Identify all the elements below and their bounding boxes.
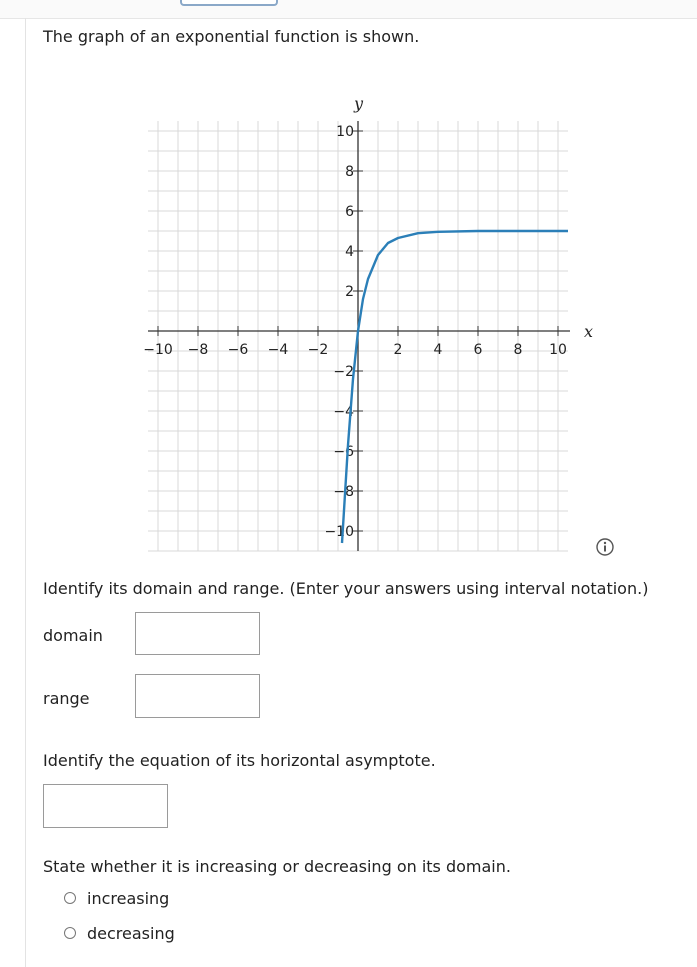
domain-label: domain (43, 626, 103, 645)
x-tick-label: 10 (549, 342, 567, 358)
y-tick-label: 4 (345, 244, 354, 260)
y-tick-label: 6 (345, 204, 354, 220)
y-tick-label: 2 (345, 284, 354, 300)
x-tick-label: −6 (227, 342, 249, 358)
x-tick-label: 4 (433, 342, 443, 358)
x-tick-label: 2 (393, 342, 403, 358)
y-tick-label: −8 (333, 484, 354, 500)
x-axis-label: x (584, 322, 594, 341)
y-tick-label: −2 (333, 364, 354, 380)
x-tick-label: −10 (143, 342, 173, 358)
y-tick-label: 8 (345, 164, 354, 180)
option-decreasing-label: decreasing (87, 923, 175, 943)
x-tick-label: 6 (473, 342, 483, 358)
radio-button-decreasing[interactable] (64, 927, 76, 939)
option-increasing-label: increasing (87, 888, 170, 908)
y-tick-label: −6 (333, 444, 354, 460)
option-increasing[interactable] (64, 887, 169, 909)
y-axis-label: y (354, 94, 364, 113)
y-tick-label: −10 (324, 524, 354, 540)
option-decreasing[interactable] (64, 922, 175, 944)
x-tick-label: −4 (267, 342, 289, 358)
question-intro: The graph of an exponential function is shown. (43, 27, 420, 46)
asymptote-input[interactable] (43, 784, 168, 828)
domain-input[interactable] (135, 612, 260, 655)
x-tick-label: −2 (307, 342, 329, 358)
tick-labels (143, 124, 567, 540)
x-tick-label: −8 (187, 342, 209, 358)
axes (148, 121, 570, 551)
range-input[interactable] (135, 674, 260, 718)
x-tick-label: 8 (513, 342, 523, 358)
asymptote-instruction: Identify the equation of its horizontal asymptote. (43, 751, 436, 770)
monotonic-instruction: State whether it is increasing or decreasing on its domain. (43, 857, 511, 876)
info-icon[interactable] (595, 537, 615, 557)
series-layer (342, 231, 568, 543)
radio-button-increasing[interactable] (64, 892, 76, 904)
y-tick-label: 10 (336, 124, 354, 140)
y-tick-label: −4 (333, 404, 354, 420)
domain-range-instruction: Identify its domain and range. (Enter your answers using interval notation.) (43, 579, 649, 598)
exponential-curve (342, 231, 568, 543)
range-label: range (43, 689, 90, 708)
